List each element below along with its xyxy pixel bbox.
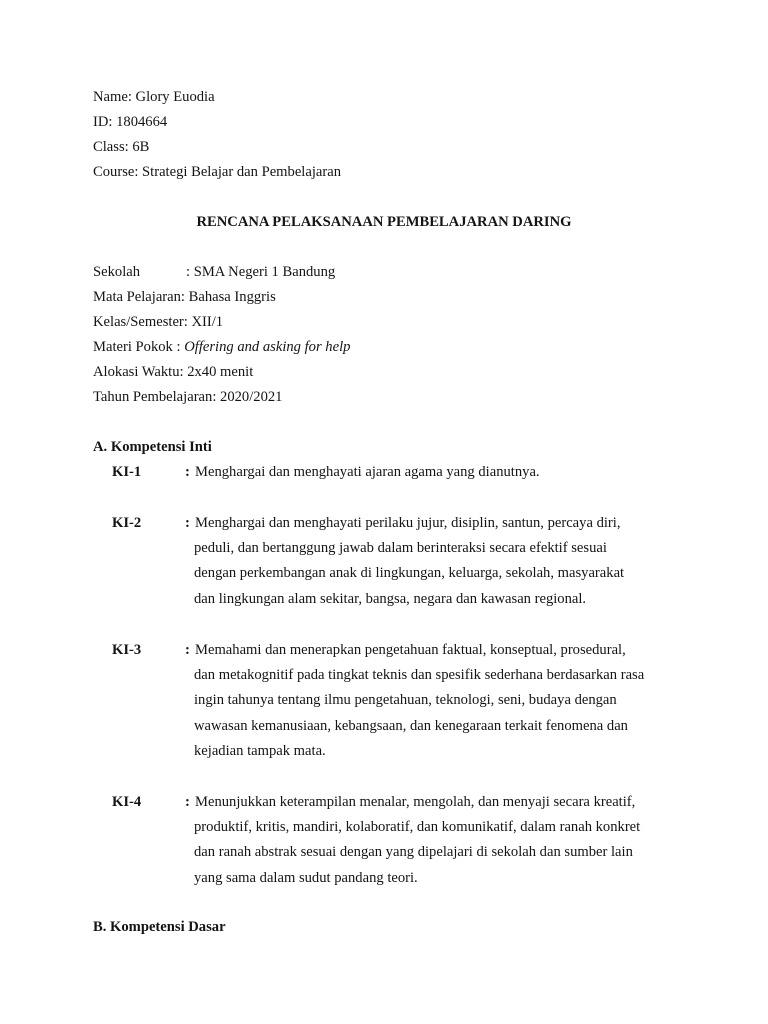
ki-text-line: Memahami dan menerapkan pengetahuan faktual, konseptual, prosedural, <box>195 642 626 658</box>
section-a-heading: A. Kompetensi Inti <box>93 439 212 455</box>
student-class: Class: 6B <box>93 139 150 155</box>
materi-pokok-value: Offering and asking for help <box>184 339 351 355</box>
ki-text-line: Menunjukkan keterampilan menalar, mengolah, dan menyaji secara kreatif, <box>195 794 636 810</box>
ki-text-line: yang sama dalam sudut pandang teori. <box>194 869 418 886</box>
alokasi-waktu: Alokasi Waktu: 2x40 menit <box>93 364 254 380</box>
student-name: Name: Glory Euodia <box>93 89 215 105</box>
ki-text-line: dengan perkembangan anak di lingkungan, keluarga, sekolah, masyarakat <box>194 565 625 582</box>
ki-colon: : <box>185 464 190 480</box>
materi-pokok <box>93 338 350 356</box>
student-course: Course: Strategi Belajar dan Pembelajaran <box>93 164 342 180</box>
ki-text-line: Menghargai dan menghayati perilaku jujur, disiplin, santun, percaya diri, <box>195 515 621 531</box>
mata-pelajaran: Mata Pelajaran: Bahasa Inggris <box>93 289 276 305</box>
document-title: RENCANA PELAKSANAAN PEMBELAJARAN DARING <box>196 214 572 230</box>
ki-colon: : <box>185 642 190 658</box>
ki-text-line: dan lingkungan alam sekitar, bangsa, negara dan kawasan regional. <box>194 590 587 607</box>
ki-text-line: peduli, dan bertanggung jawab dalam berinteraksi secara efektif sesuai <box>194 540 607 557</box>
ki-code: KI-2 <box>112 515 142 531</box>
sekolah-label: Sekolah <box>93 264 141 280</box>
ki-code: KI-1 <box>112 464 142 480</box>
tahun-pembelajaran: Tahun Pembelajaran: 2020/2021 <box>93 389 283 405</box>
kelas-semester: Kelas/Semester: XII/1 <box>93 314 224 330</box>
section-b-heading: B. Kompetensi Dasar <box>93 919 226 935</box>
ki-code: KI-3 <box>112 642 142 658</box>
ki-text-line: produktif, kritis, mandiri, kolaboratif, dan komunikatif, dalam ranah konkret <box>194 819 641 836</box>
sekolah-value: : SMA Negeri 1 Bandung <box>186 264 336 280</box>
student-id: ID: 1804664 <box>93 114 168 130</box>
ki-colon: : <box>185 515 190 531</box>
ki-text-line: wawasan kemanusiaan, kebangsaan, dan kenegaraan terkait fenomena dan <box>194 717 628 734</box>
ki-colon: : <box>185 794 190 810</box>
ki-text-line: dan ranah abstrak sesuai dengan yang dipelajari di sekolah dan sumber lain <box>194 844 633 861</box>
ki-text-line: kejadian tampak mata. <box>194 742 326 759</box>
ki-code: KI-4 <box>112 794 142 810</box>
ki-text-line: Menghargai dan menghayati ajaran agama yang dianutnya. <box>195 464 540 480</box>
ki-text-line: ingin tahunya tentang ilmu pengetahuan, teknologi, seni, budaya dengan <box>194 692 617 709</box>
ki-text-line: dan metakognitif pada tingkat teknis dan spesifik sederhana berdasarkan rasa <box>194 667 645 684</box>
materi-pokok-label: Materi Pokok : <box>93 339 185 355</box>
